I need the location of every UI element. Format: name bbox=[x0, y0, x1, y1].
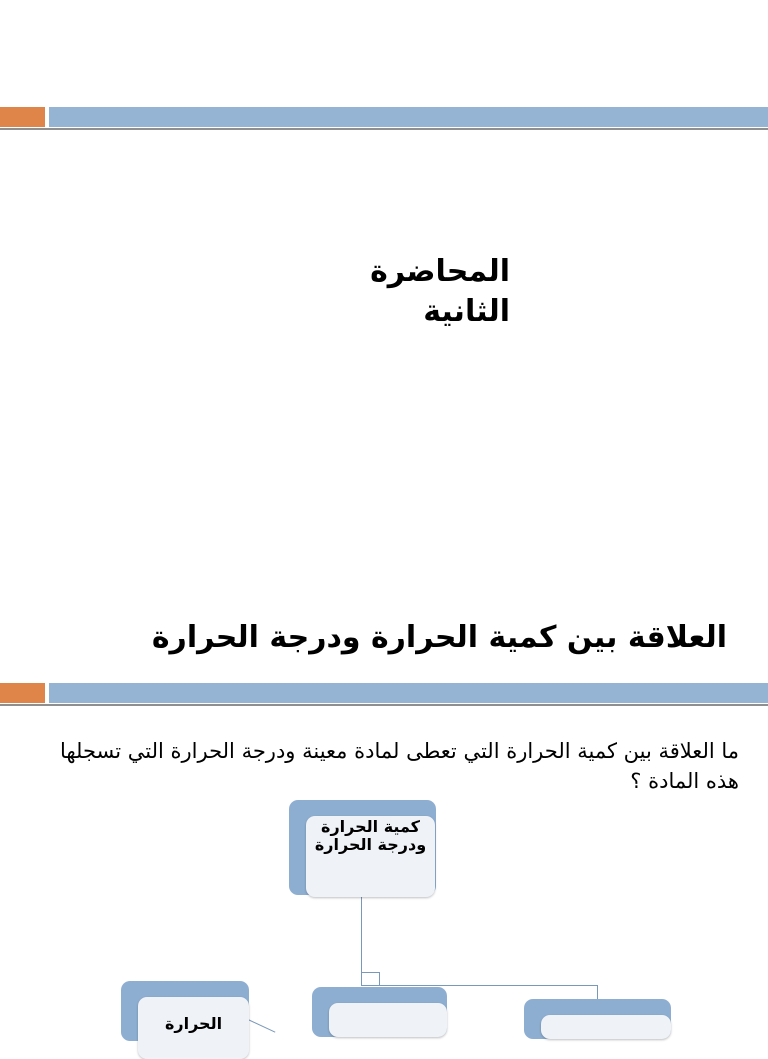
blue-band-bar bbox=[49, 683, 768, 703]
question-text: ما العلاقة بين كمية الحرارة التي تعطى لمادة معينة ودرجة الحرارة التي تسجلها هذه المادة ؟ bbox=[59, 739, 739, 793]
connector-horizontal bbox=[361, 985, 598, 986]
middle-decorative-band bbox=[0, 681, 768, 707]
node-face bbox=[329, 1003, 447, 1037]
gray-rule bbox=[0, 128, 768, 130]
node-face bbox=[541, 1015, 671, 1039]
diagram-root-node bbox=[289, 800, 436, 895]
diagram-right-node bbox=[524, 999, 671, 1039]
section-title: العلاقة بين كمية الحرارة ودرجة الحرارة bbox=[151, 620, 727, 655]
lecture-title: المحاضرة الثانية bbox=[370, 254, 510, 329]
node-face bbox=[138, 997, 249, 1059]
node-face bbox=[306, 816, 435, 897]
connector-left-line bbox=[248, 1019, 276, 1033]
orange-accent-block bbox=[0, 683, 45, 703]
diagram-left-node bbox=[121, 981, 249, 1041]
connector-branch-small-top bbox=[361, 972, 380, 973]
left-node-label: الحرارة bbox=[164, 1014, 223, 1033]
blue-band-bar bbox=[49, 107, 768, 127]
root-node-label: كمية الحرارة ودرجة الحرارة bbox=[314, 817, 427, 854]
gray-rule bbox=[0, 704, 768, 706]
top-decorative-band bbox=[0, 105, 768, 131]
diagram-middle-node bbox=[312, 987, 447, 1037]
connector-branch-small bbox=[379, 972, 380, 986]
orange-accent-block bbox=[0, 107, 45, 127]
